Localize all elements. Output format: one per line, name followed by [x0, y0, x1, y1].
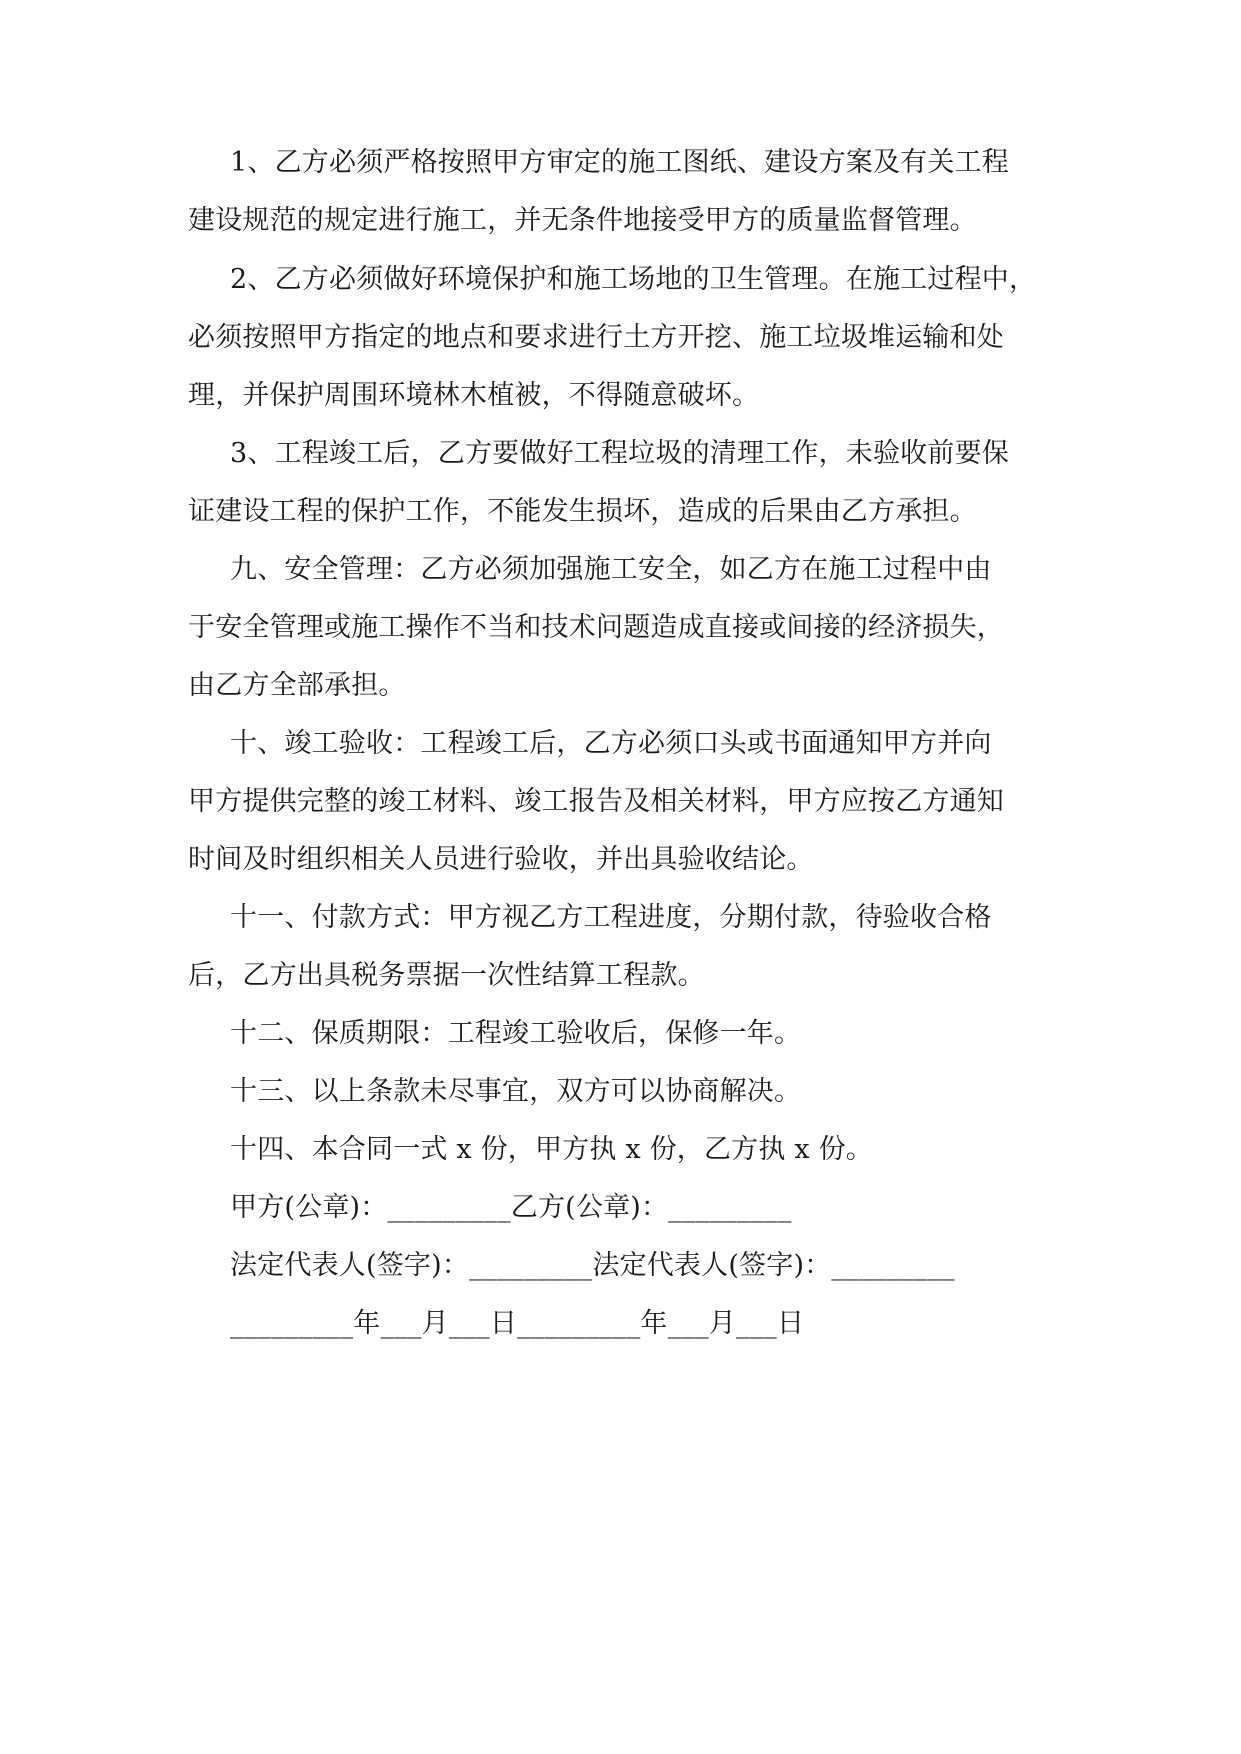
- clause-1-line-1: 1、乙方必须严格按照甲方审定的施工图纸、建设方案及有关工程: [230, 147, 1009, 178]
- clause-safety-line-3: 由乙方全部承担。: [188, 670, 406, 701]
- clause-safety-line-2: 于安全管理或施工操作不当和技术问题造成直接或间接的经济损失，: [188, 612, 1004, 643]
- clause-2-line-1: 2、乙方必须做好环境保护和施工场地的卫生管理。在施工过程中，: [230, 264, 1037, 295]
- signature-date-line: _________年___月___日_________年___月___日: [230, 1308, 805, 1339]
- clause-2-line-2: 必须按照甲方指定的地点和要求进行土方开挖、施工垃圾堆运输和处: [188, 322, 1004, 353]
- clause-3-line-1: 3、工程竣工后，乙方要做好工程垃圾的清理工作，未验收前要保: [230, 438, 1009, 469]
- clause-1-line-2: 建设规范的规定进行施工，并无条件地接受甲方的质量监督管理。: [188, 205, 977, 236]
- clause-payment-line-1: 十一、付款方式：甲方视乙方工程进度，分期付款，待验收合格: [230, 902, 992, 933]
- clause-safety-line-1: 九、安全管理：乙方必须加强施工安全，如乙方在施工过程中由: [230, 554, 992, 585]
- signature-seal-line: 甲方(公章)：_________乙方(公章)：_________: [230, 1192, 792, 1223]
- clause-warranty: 十二、保质期限：工程竣工验收后，保修一年。: [230, 1018, 802, 1049]
- clause-acceptance-line-3: 时间及时组织相关人员进行验收，并出具验收结论。: [188, 844, 814, 875]
- clause-misc: 十三、以上条款未尽事宜，双方可以协商解决。: [230, 1076, 802, 1107]
- clause-2-line-3: 理，并保护周围环境林木植被，不得随意破坏。: [188, 380, 760, 411]
- clause-acceptance-line-2: 甲方提供完整的竣工材料、竣工报告及相关材料，甲方应按乙方通知: [188, 786, 1004, 817]
- clause-payment-line-2: 后，乙方出具税务票据一次性结算工程款。: [188, 960, 705, 991]
- signature-representative-line: 法定代表人(签字)：_________法定代表人(签字)：_________: [230, 1250, 955, 1281]
- clause-acceptance-line-1: 十、竣工验收：工程竣工后，乙方必须口头或书面通知甲方并向: [230, 728, 992, 759]
- clause-copies: 十四、本合同一式 x 份，甲方执 x 份，乙方执 x 份。: [230, 1134, 873, 1165]
- clause-3-line-2: 证建设工程的保护工作，不能发生损坏，造成的后果由乙方承担。: [188, 496, 977, 527]
